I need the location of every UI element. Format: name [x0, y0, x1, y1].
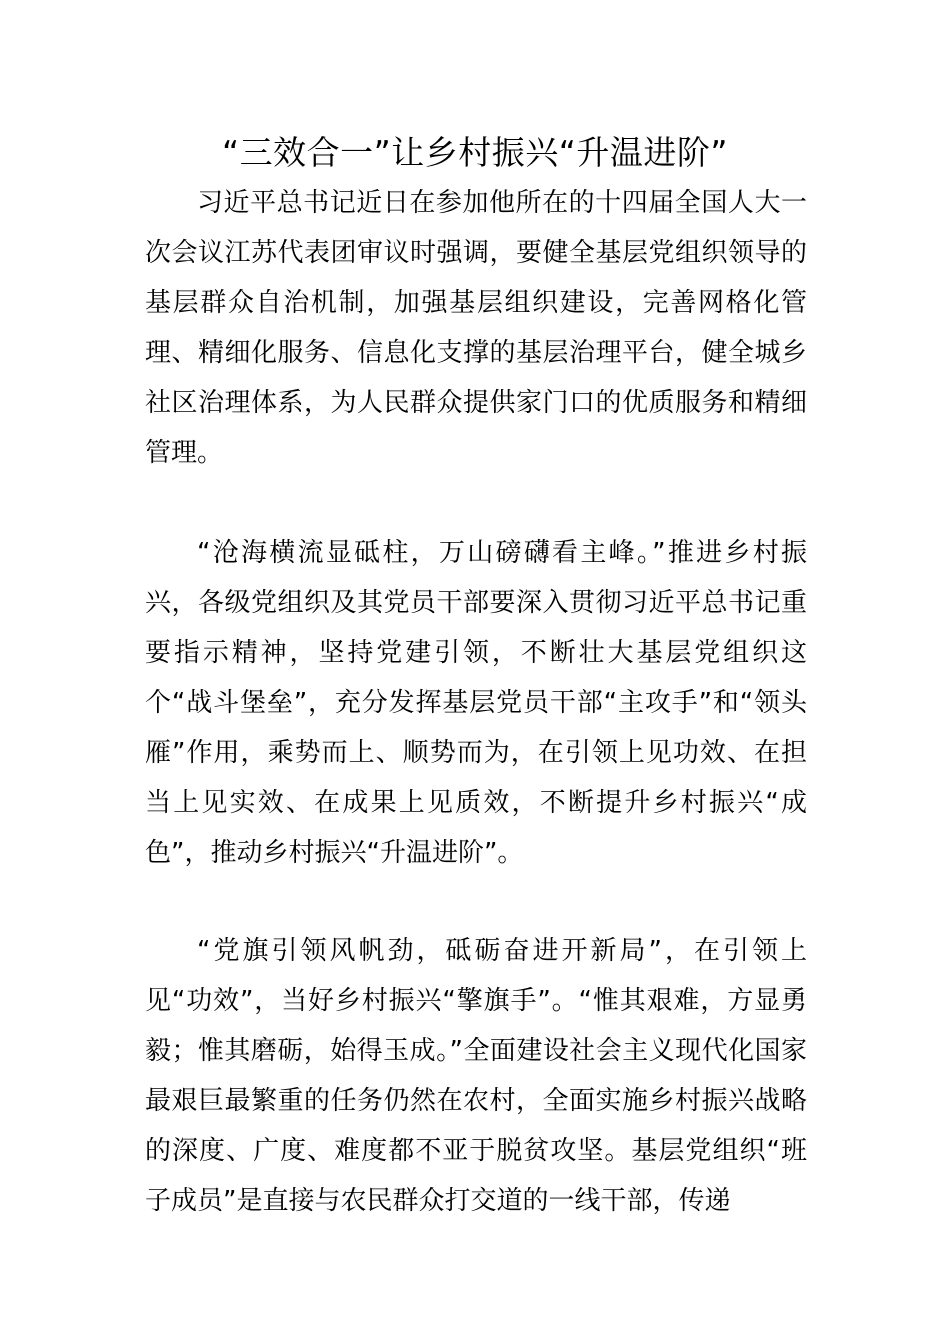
paragraph-3: “党旗引领风帆劲，砥砺奋进开新局”，在引领上见“功效”，当好乡村振兴“擎旗手”。“惟其艰难，方显勇毅；惟其磨砺，始得玉成。”全面建设社会主义现代化国家最艰巨最繁重的任务仍然在农村，全面实施乡村振兴战略的深度、广度、难度都不亚于脱贫攻坚。基层党组织“班子成员”是直接与农民群众打交道的一线干部，传递: [145, 936, 807, 1216]
paragraph-1: 习近平总书记近日在参加他所在的十四届全国人大一次会议江苏代表团审议时强调，要健全基层党组织领导的基层群众自治机制，加强基层组织建设，完善网格化管理、精细化服务、信息化支撑的基层治理平台，健全城乡社区治理体系，为人民群众提供家门口的优质服务和精细管理。: [145, 188, 807, 468]
paragraph-2: “沧海横流显砥柱，万山磅礴看主峰。”推进乡村振兴，各级党组织及其党员干部要深入贯彻习近平总书记重要指示精神，坚持党建引领，不断壮大基层党组织这个“战斗堡垒”，充分发挥基层党员干部“主攻手”和“领头雁”作用，乘势而上、顺势而为，在引领上见功效、在担当上见实效、在成果上见质效，不断提升乡村振兴“成色”，推动乡村振兴“升温进阶”。: [145, 538, 807, 868]
document-title: “三效合一”让乡村振兴“升温进阶”: [222, 133, 728, 172]
